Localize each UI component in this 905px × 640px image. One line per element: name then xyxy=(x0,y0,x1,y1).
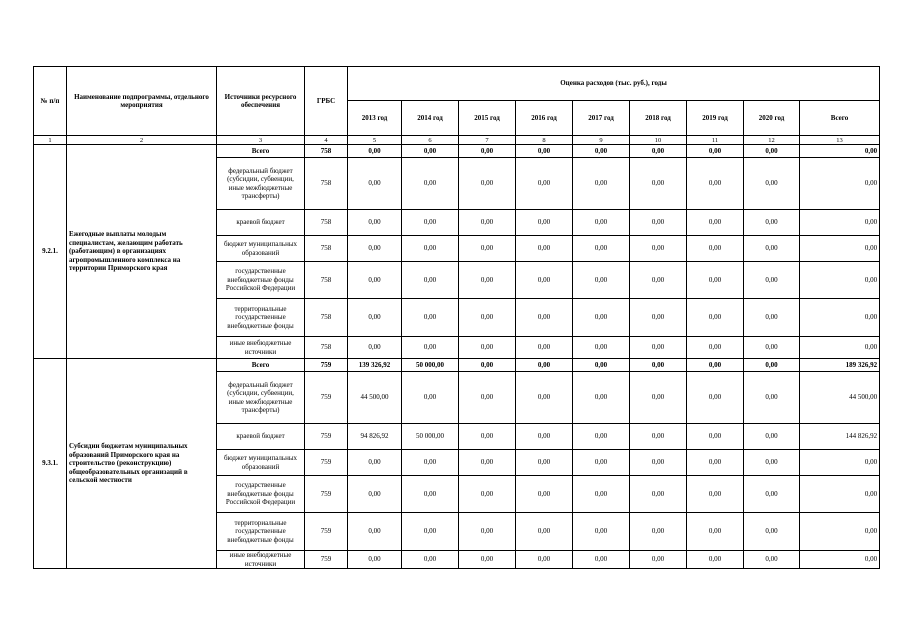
funding-source: территориальные государственные внебюджетные фонды xyxy=(217,513,305,551)
year-value: 0,00 xyxy=(573,551,630,569)
column-number: 4 xyxy=(305,136,348,145)
expense-table xyxy=(33,66,880,569)
year-value: 0,00 xyxy=(744,262,800,299)
grbs-code: 759 xyxy=(305,450,348,476)
grbs-code: 759 xyxy=(305,513,348,551)
total-value: 0,00 xyxy=(800,476,880,513)
year-value: 0,00 xyxy=(687,236,744,262)
table-row xyxy=(34,145,880,158)
year-value: 0,00 xyxy=(573,476,630,513)
year-value: 0,00 xyxy=(630,450,687,476)
funding-source: иные внебюджетные источники xyxy=(217,551,305,569)
column-number: 12 xyxy=(744,136,800,145)
year-value: 0,00 xyxy=(516,513,573,551)
header-year: 2018 год xyxy=(630,101,687,136)
year-value: 0,00 xyxy=(348,337,402,359)
year-value: 0,00 xyxy=(573,424,630,450)
year-value: 0,00 xyxy=(744,145,800,158)
year-value: 0,00 xyxy=(459,210,516,236)
year-value: 0,00 xyxy=(459,450,516,476)
year-value: 0,00 xyxy=(348,450,402,476)
total-value: 144 826,92 xyxy=(800,424,880,450)
year-value: 0,00 xyxy=(348,145,402,158)
column-number: 7 xyxy=(459,136,516,145)
grbs-code: 759 xyxy=(305,372,348,424)
year-value: 0,00 xyxy=(687,424,744,450)
year-value: 0,00 xyxy=(630,476,687,513)
year-value: 0,00 xyxy=(630,359,687,372)
grbs-code: 758 xyxy=(305,337,348,359)
year-value: 0,00 xyxy=(516,145,573,158)
total-value: 0,00 xyxy=(800,551,880,569)
year-value: 0,00 xyxy=(630,551,687,569)
item-name: Ежегодные выплаты молодым специалистам, желающим работать (работающим) в организациях агропромышленного комплекса на территории Приморского края xyxy=(67,145,217,359)
total-value: 0,00 xyxy=(800,158,880,210)
funding-source: государственные внебюджетные фонды Российской Федерации xyxy=(217,476,305,513)
grbs-code: 758 xyxy=(305,236,348,262)
year-value: 0,00 xyxy=(516,158,573,210)
year-value: 0,00 xyxy=(573,337,630,359)
header-year: 2015 год xyxy=(459,101,516,136)
column-number: 3 xyxy=(217,136,305,145)
funding-source: бюджет муниципальных образований xyxy=(217,450,305,476)
year-value: 0,00 xyxy=(348,262,402,299)
year-value: 0,00 xyxy=(348,236,402,262)
year-value: 0,00 xyxy=(348,476,402,513)
year-value: 0,00 xyxy=(744,513,800,551)
grbs-code: 759 xyxy=(305,359,348,372)
year-value: 0,00 xyxy=(573,236,630,262)
funding-source: государственные внебюджетные фонды Российской Федерации xyxy=(217,262,305,299)
year-value: 0,00 xyxy=(459,372,516,424)
year-value: 94 826,92 xyxy=(348,424,402,450)
year-value: 0,00 xyxy=(744,359,800,372)
year-value: 50 000,00 xyxy=(402,424,459,450)
funding-source: бюджет муниципальных образований xyxy=(217,236,305,262)
year-value: 0,00 xyxy=(744,299,800,337)
year-value: 0,00 xyxy=(459,158,516,210)
total-value: 44 500,00 xyxy=(800,372,880,424)
year-value: 0,00 xyxy=(687,158,744,210)
year-value: 0,00 xyxy=(459,299,516,337)
funding-source: федеральный бюджет (субсидии, субвенции, иные межбюджетные трансферты) xyxy=(217,158,305,210)
funding-source: федеральный бюджет (субсидии, субвенции, иные межбюджетные трансферты) xyxy=(217,372,305,424)
grbs-code: 758 xyxy=(305,262,348,299)
year-value: 0,00 xyxy=(744,210,800,236)
header-year: 2017 год xyxy=(573,101,630,136)
year-value: 0,00 xyxy=(744,158,800,210)
year-value: 0,00 xyxy=(516,299,573,337)
item-number: 9.2.1. xyxy=(34,145,67,359)
item-name: Субсидии бюджетам муниципальных образований Приморского края на строительство (реконструкцию) общеобразовательных организаций в сельской местности xyxy=(67,359,217,569)
year-value: 0,00 xyxy=(687,210,744,236)
item-number: 9.3.1. xyxy=(34,359,67,569)
year-value: 0,00 xyxy=(687,450,744,476)
year-value: 0,00 xyxy=(516,476,573,513)
column-number: 5 xyxy=(348,136,402,145)
year-value: 0,00 xyxy=(573,513,630,551)
year-value: 0,00 xyxy=(516,262,573,299)
year-value: 0,00 xyxy=(402,236,459,262)
year-value: 0,00 xyxy=(573,372,630,424)
grbs-code: 758 xyxy=(305,145,348,158)
year-value: 0,00 xyxy=(573,262,630,299)
year-value: 0,00 xyxy=(402,372,459,424)
column-number: 1 xyxy=(34,136,67,145)
total-value: 0,00 xyxy=(800,450,880,476)
year-value: 0,00 xyxy=(687,337,744,359)
year-value: 0,00 xyxy=(402,450,459,476)
year-value: 0,00 xyxy=(402,299,459,337)
year-value: 0,00 xyxy=(516,337,573,359)
year-value: 0,00 xyxy=(573,158,630,210)
year-value: 0,00 xyxy=(402,262,459,299)
column-number: 10 xyxy=(630,136,687,145)
column-number: 2 xyxy=(67,136,217,145)
year-value: 0,00 xyxy=(459,476,516,513)
total-value: 189 326,92 xyxy=(800,359,880,372)
year-value: 0,00 xyxy=(459,424,516,450)
year-value: 0,00 xyxy=(630,299,687,337)
header-year: 2019 год xyxy=(687,101,744,136)
table-body xyxy=(34,145,880,569)
grbs-code: 759 xyxy=(305,551,348,569)
year-value: 0,00 xyxy=(630,513,687,551)
total-value: 0,00 xyxy=(800,299,880,337)
funding-source: краевой бюджет xyxy=(217,210,305,236)
year-value: 0,00 xyxy=(348,158,402,210)
year-value: 0,00 xyxy=(402,210,459,236)
year-value: 0,00 xyxy=(402,551,459,569)
funding-source: Всего xyxy=(217,359,305,372)
year-value: 0,00 xyxy=(402,513,459,551)
year-value: 0,00 xyxy=(630,236,687,262)
year-value: 0,00 xyxy=(744,236,800,262)
year-value: 0,00 xyxy=(516,424,573,450)
year-value: 0,00 xyxy=(402,158,459,210)
year-value: 0,00 xyxy=(459,551,516,569)
year-value: 0,00 xyxy=(459,337,516,359)
year-value: 0,00 xyxy=(402,337,459,359)
grbs-code: 758 xyxy=(305,158,348,210)
year-value: 0,00 xyxy=(630,372,687,424)
total-value: 0,00 xyxy=(800,262,880,299)
grbs-code: 759 xyxy=(305,424,348,450)
year-value: 0,00 xyxy=(516,450,573,476)
year-value: 139 326,92 xyxy=(348,359,402,372)
year-value: 0,00 xyxy=(687,262,744,299)
header-grbs: ГРБС xyxy=(305,67,348,136)
year-value: 44 500,00 xyxy=(348,372,402,424)
year-value: 0,00 xyxy=(630,158,687,210)
grbs-code: 759 xyxy=(305,476,348,513)
year-value: 0,00 xyxy=(348,299,402,337)
table-row xyxy=(34,359,880,372)
column-number: 13 xyxy=(800,136,880,145)
year-value: 0,00 xyxy=(687,513,744,551)
total-value: 0,00 xyxy=(800,210,880,236)
year-value: 0,00 xyxy=(687,476,744,513)
header-year: 2016 год xyxy=(516,101,573,136)
header-name: Наименование подпрограммы, отдельного мероприятия xyxy=(67,67,217,136)
year-value: 0,00 xyxy=(459,236,516,262)
header-num: № п/п xyxy=(34,67,67,136)
total-value: 0,00 xyxy=(800,145,880,158)
year-value: 0,00 xyxy=(459,513,516,551)
year-value: 0,00 xyxy=(744,476,800,513)
header-total: Всего xyxy=(800,101,880,136)
year-value: 0,00 xyxy=(516,372,573,424)
year-value: 0,00 xyxy=(402,145,459,158)
year-value: 0,00 xyxy=(744,337,800,359)
year-value: 0,00 xyxy=(630,145,687,158)
year-value: 0,00 xyxy=(516,236,573,262)
year-value: 0,00 xyxy=(630,210,687,236)
year-value: 0,00 xyxy=(687,145,744,158)
header-source: Источники ресурсного обеспечения xyxy=(217,67,305,136)
year-value: 0,00 xyxy=(573,450,630,476)
year-value: 0,00 xyxy=(348,210,402,236)
year-value: 0,00 xyxy=(687,299,744,337)
year-value: 0,00 xyxy=(516,551,573,569)
year-value: 0,00 xyxy=(459,145,516,158)
year-value: 0,00 xyxy=(687,551,744,569)
year-value: 0,00 xyxy=(516,359,573,372)
year-value: 0,00 xyxy=(459,359,516,372)
funding-source: территориальные государственные внебюджетные фонды xyxy=(217,299,305,337)
year-value: 0,00 xyxy=(402,476,459,513)
funding-source: иные внебюджетные источники xyxy=(217,337,305,359)
year-value: 0,00 xyxy=(630,424,687,450)
year-value: 0,00 xyxy=(573,299,630,337)
header-estimate: Оценка расходов (тыс. руб.), годы xyxy=(348,67,880,101)
year-value: 0,00 xyxy=(459,262,516,299)
total-value: 0,00 xyxy=(800,337,880,359)
total-value: 0,00 xyxy=(800,236,880,262)
funding-source: краевой бюджет xyxy=(217,424,305,450)
year-value: 50 000,00 xyxy=(402,359,459,372)
column-number: 9 xyxy=(573,136,630,145)
year-value: 0,00 xyxy=(687,372,744,424)
year-value: 0,00 xyxy=(630,337,687,359)
column-number: 6 xyxy=(402,136,459,145)
header-year: 2013 год xyxy=(348,101,402,136)
year-value: 0,00 xyxy=(348,513,402,551)
column-number: 11 xyxy=(687,136,744,145)
year-value: 0,00 xyxy=(348,551,402,569)
funding-source: Всего xyxy=(217,145,305,158)
year-value: 0,00 xyxy=(744,450,800,476)
year-value: 0,00 xyxy=(744,372,800,424)
grbs-code: 758 xyxy=(305,299,348,337)
year-value: 0,00 xyxy=(573,359,630,372)
year-value: 0,00 xyxy=(516,210,573,236)
year-value: 0,00 xyxy=(630,262,687,299)
header-year: 2020 год xyxy=(744,101,800,136)
total-value: 0,00 xyxy=(800,513,880,551)
grbs-code: 758 xyxy=(305,210,348,236)
year-value: 0,00 xyxy=(744,424,800,450)
header-year: 2014 год xyxy=(402,101,459,136)
column-numbers-row xyxy=(34,136,880,145)
year-value: 0,00 xyxy=(744,551,800,569)
year-value: 0,00 xyxy=(573,145,630,158)
year-value: 0,00 xyxy=(573,210,630,236)
column-number: 8 xyxy=(516,136,573,145)
year-value: 0,00 xyxy=(687,359,744,372)
